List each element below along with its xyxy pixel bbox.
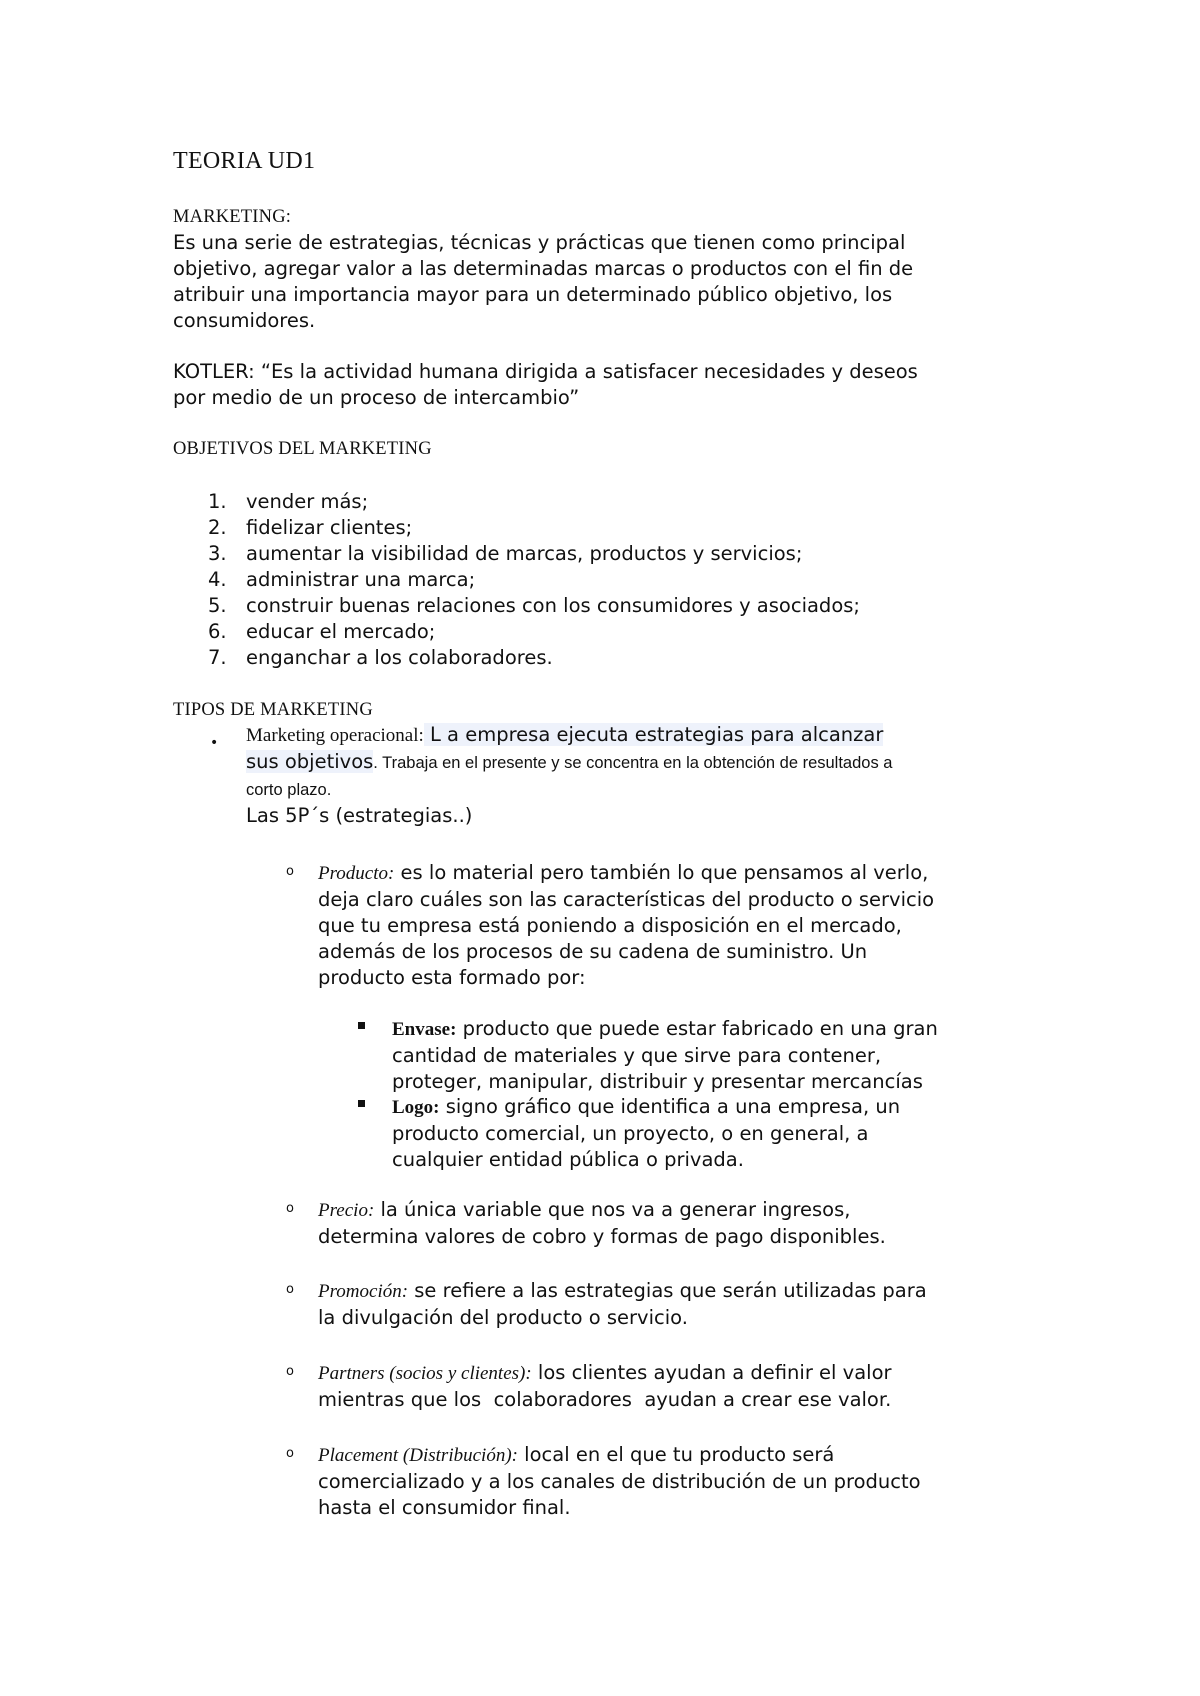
list-item: [173, 645, 1073, 671]
partners-line: mientras que los colaboradores ayudan a crear ese valor.: [318, 1388, 892, 1411]
producto-label: Producto:: [318, 863, 395, 884]
objetivos-list: [173, 489, 1073, 671]
list-item: [173, 489, 1073, 515]
objetivos-heading: OBJETIVOS DEL MARKETING: [173, 439, 432, 459]
list-text: enganchar a los colaboradores.: [246, 646, 553, 669]
envase-line: proteger, manipular, distribuir y presentar mercancías: [392, 1070, 923, 1093]
placement-label: Placement (Distribución):: [318, 1445, 518, 1466]
envase-line: producto que puede estar fabricado en una gran: [456, 1017, 938, 1040]
operacional-line2-small: . Trabaja en el presente y se concentra en la obtención de resultados a: [373, 754, 893, 772]
list-item: [173, 593, 1073, 619]
envase-item: [392, 1016, 1042, 1095]
square-bullet-icon: [358, 1100, 365, 1107]
marketing-line: Es una serie de estrategias, técnicas y prácticas que tienen como principal: [173, 231, 906, 254]
partners-label: Partners (socios y clientes):: [318, 1363, 532, 1384]
precio-line: determina valores de cobro y formas de pago disponibles.: [318, 1225, 886, 1248]
marketing-operacional: [246, 722, 1046, 829]
logo-line: cualquier entidad pública o privada.: [392, 1148, 744, 1171]
placement-line: comercializado y a los canales de distribución de un producto: [318, 1470, 921, 1493]
producto-line: producto esta formado por:: [318, 966, 586, 989]
circle-bullet-icon: o: [286, 1201, 294, 1216]
envase-line: cantidad de materiales y que sirve para contener,: [392, 1044, 882, 1067]
promocion-item: [318, 1278, 1038, 1331]
circle-bullet-icon: o: [286, 864, 294, 879]
marketing-line: atribuir una importancia mayor para un determinado público objetivo, los: [173, 283, 893, 306]
kotler-quote: [173, 359, 1073, 411]
list-item: [173, 541, 1073, 567]
promocion-line: se refiere a las estrategias que serán utilizadas para: [408, 1279, 927, 1302]
marketing-heading: MARKETING:: [173, 207, 292, 227]
precio-item: [318, 1197, 1038, 1250]
bullet-icon: •: [210, 735, 219, 751]
producto-line: que tu empresa está poniendo a disposición en el mercado,: [318, 914, 902, 937]
document-title: TEORIA UD1: [173, 148, 316, 174]
list-text: fidelizar clientes;: [246, 516, 413, 539]
logo-line: signo gráfico que identifica a una empresa, un: [439, 1095, 901, 1118]
marketing-definition: [173, 230, 1073, 334]
list-number: 4.: [208, 568, 227, 591]
envase-label: Envase:: [392, 1019, 457, 1040]
list-item: [173, 515, 1073, 541]
partners-item: [318, 1360, 1038, 1413]
partners-line: los clientes ayudan a definir el valor: [531, 1361, 892, 1384]
logo-line: producto comercial, un proyecto, o en general, a: [392, 1122, 869, 1145]
square-bullet-icon: [358, 1022, 365, 1029]
list-text: vender más;: [246, 490, 369, 513]
list-text: construir buenas relaciones con los consumidores y asociados;: [246, 594, 860, 617]
marketing-line: objetivo, agregar valor a las determinadas marcas o productos con el fin de: [173, 257, 914, 280]
tipos-heading: TIPOS DE MARKETING: [173, 700, 373, 720]
precio-line: la única variable que nos va a generar ingresos,: [374, 1198, 851, 1221]
list-item: [173, 567, 1073, 593]
list-number: 6.: [208, 620, 227, 643]
list-number: 7.: [208, 646, 227, 669]
logo-item: [392, 1094, 1042, 1173]
logo-label: Logo:: [392, 1097, 440, 1118]
list-item: [173, 619, 1073, 645]
circle-bullet-icon: o: [286, 1446, 294, 1461]
list-text: administrar una marca;: [246, 568, 476, 591]
producto-line: deja claro cuáles son las características del producto o servicio: [318, 888, 935, 911]
list-number: 5.: [208, 594, 227, 617]
circle-bullet-icon: o: [286, 1282, 294, 1297]
promocion-label: Promoción:: [318, 1281, 409, 1302]
kotler-line: KOTLER: “Es la actividad humana dirigida a satisfacer necesidades y deseos: [173, 360, 918, 383]
circle-bullet-icon: o: [286, 1364, 294, 1379]
placement-item: [318, 1442, 1038, 1521]
producto-item: [318, 860, 1038, 991]
list-number: 1.: [208, 490, 227, 513]
list-text: aumentar la visibilidad de marcas, productos y servicios;: [246, 542, 803, 565]
operacional-5ps: Las 5P´s (estrategias..): [246, 804, 473, 827]
list-number: 2.: [208, 516, 227, 539]
list-text: educar el mercado;: [246, 620, 436, 643]
kotler-line: por medio de un proceso de intercambio”: [173, 386, 580, 409]
precio-label: Precio:: [318, 1200, 375, 1221]
placement-line: hasta el consumidor final.: [318, 1496, 571, 1519]
promocion-line: la divulgación del producto o servicio.: [318, 1306, 688, 1329]
marketing-line: consumidores.: [173, 309, 316, 332]
operacional-line3-small: corto plazo.: [246, 781, 332, 799]
operacional-line1: L a empresa ejecuta estrategias para alcanzar: [423, 723, 884, 746]
operacional-line2: sus objetivos: [246, 750, 374, 773]
placement-line: local en el que tu producto será: [517, 1443, 835, 1466]
list-number: 3.: [208, 542, 227, 565]
producto-line: es lo material pero también lo que pensamos al verlo,: [394, 861, 929, 884]
producto-line: además de los procesos de su cadena de suministro. Un: [318, 940, 868, 963]
operacional-label: Marketing operacional:: [246, 725, 424, 746]
